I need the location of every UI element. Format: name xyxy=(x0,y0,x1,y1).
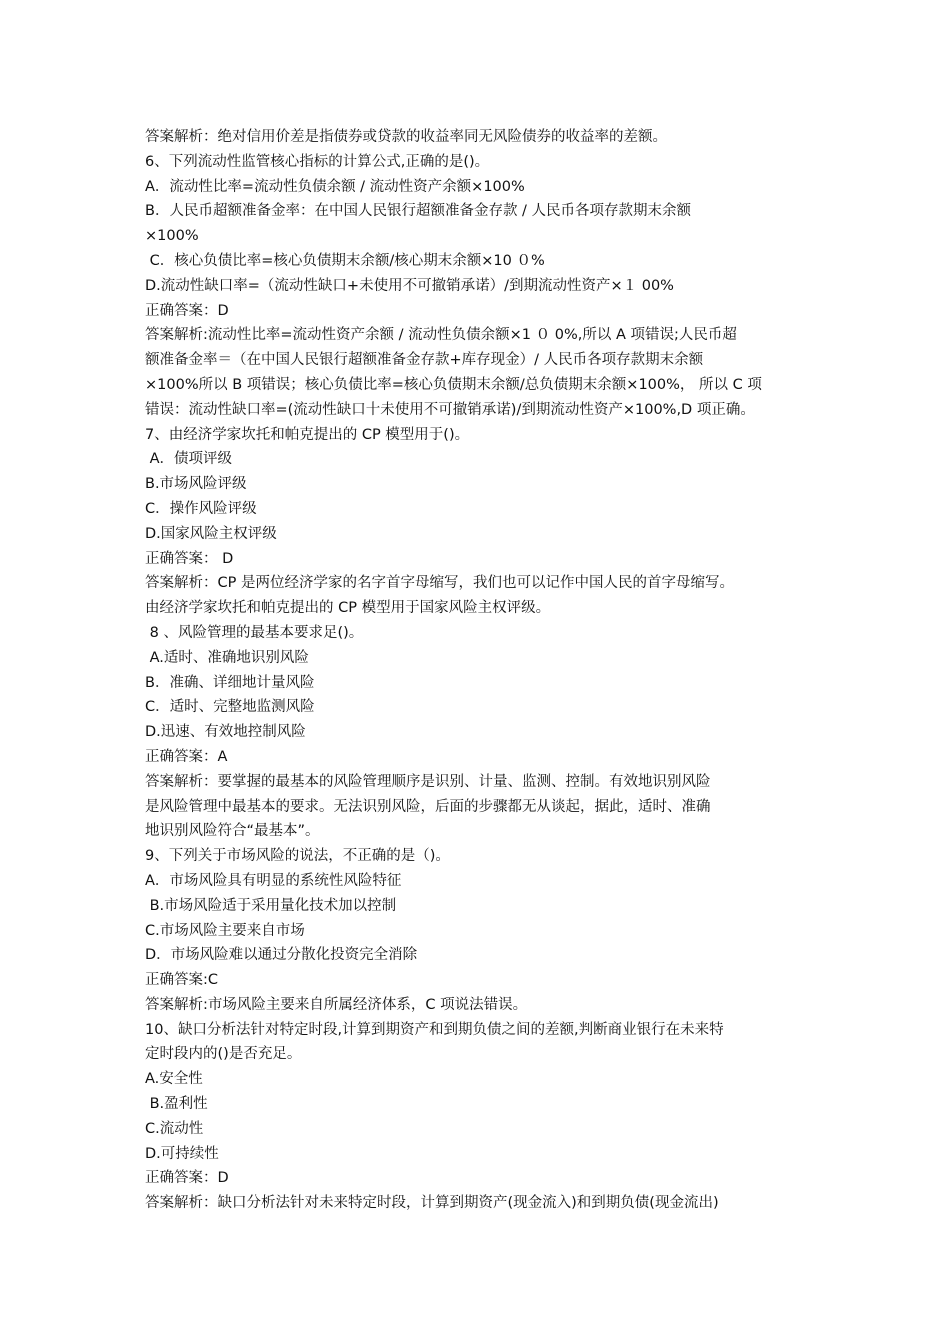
text-line-question: 9、下列关于市场风险的说法，不正确的是（)。 xyxy=(145,848,450,865)
text-line-answer: 正确答案：A xyxy=(145,748,228,765)
text-line-explanation: 答案解析：绝对信用价差是指债券或贷款的收益率同无风险债券的收益率的差额。 xyxy=(145,129,667,145)
text-line-answer: 正确答案：D xyxy=(145,302,229,319)
text-line-explanation: 错误：流动性缺口率=(流动性缺口十未使用不可撤销承诺)/到期流动性资产×100%,D 项正确。 xyxy=(145,401,755,418)
text-line-explanation: 答案解析：CP 是两位经济学家的名字首字母缩写，我们也可以记作中国人民的首字母缩写。 xyxy=(145,575,734,592)
text-line-answer: 正确答案：D xyxy=(145,1170,229,1187)
text-line-option: ×100% xyxy=(145,228,199,245)
text-line-option: A．债项评级 xyxy=(145,451,233,468)
text-line-option: A．市场风险具有明显的系统性风险特征 xyxy=(145,872,402,889)
text-line-explanation: 额准备金率＝（在中国人民银行超额准备金存款+库存现金）/ 人民币各项存款期末余额 xyxy=(145,352,704,369)
text-line-question: 定时段内的()是否充足。 xyxy=(145,1046,302,1063)
text-line-explanation: 答案解析:流动性比率=流动性资产余额 / 流动性负债余额×1 ０ 0%,所以 A 项错误;人民币超 xyxy=(145,327,737,344)
text-line-explanation: ×100%所以 B 项错误；核心负债比率=核心负债期末余额/总负债期末余额×100%， 所以 C 项 xyxy=(145,376,762,393)
text-line-option: D.国家风险主权评级 xyxy=(145,525,277,542)
text-line-answer: 正确答案： D xyxy=(145,550,234,567)
document-body xyxy=(145,125,810,1216)
text-line-option: A.安全性 xyxy=(145,1071,203,1088)
text-line-option: D．市场风险难以通过分散化投资完全消除 xyxy=(145,947,418,964)
text-line-option: A．流动性比率=流动性负债余额 / 流动性资产余额×100% xyxy=(145,178,525,195)
text-line-option: D.迅速、有效地控制风险 xyxy=(145,724,306,741)
text-line-option: C．核心负债比率=核心负债期末余额/核心期末余额×10 ０% xyxy=(145,252,545,269)
text-line-option: B．人民币超额准备金率：在中国人民银行超额准备金存款 / 人民币各项存款期末余额 xyxy=(145,203,692,220)
text-line-option: A.适时、准确地识别风险 xyxy=(145,649,309,666)
text-line-option: C．适时、完整地监测风险 xyxy=(145,699,315,716)
text-line-explanation: 由经济学家坎托和帕克提出的 CP 模型用于国家风险主权评级。 xyxy=(145,600,551,617)
text-line-answer: 正确答案:C xyxy=(145,972,219,989)
text-line-explanation: 答案解析：缺口分析法针对未来特定时段，计算到期资产(现金流入)和到期负债(现金流出) xyxy=(145,1195,719,1212)
text-line-option: C.流动性 xyxy=(145,1120,204,1137)
text-line-option: D.可持续性 xyxy=(145,1145,219,1162)
text-line-option: B.市场风险适于采用量化技术加以控制 xyxy=(145,897,397,914)
text-line-option: B.盈利性 xyxy=(145,1096,208,1113)
text-line-option: D.流动性缺口率=（流动性缺口+未使用不可撤销承诺）/到期流动性资产×１ 00% xyxy=(145,277,674,294)
text-line-explanation: 是风险管理中最基本的要求。无法识别风险，后面的步骤都无从谈起，据此，适时、准确 xyxy=(145,798,711,815)
text-line-option: B．准确、详细地计量风险 xyxy=(145,674,315,691)
text-line-question: 6、下列流动性监管核心指标的计算公式,正确的是()。 xyxy=(145,153,490,170)
text-line-explanation: 地识别风险符合“最基本”。 xyxy=(145,823,320,840)
text-line-question: 8 、风险管理的最基本要求足()。 xyxy=(145,624,364,641)
text-line-option: C.市场风险主要来自市场 xyxy=(145,922,305,939)
text-line-option: C．操作风险评级 xyxy=(145,500,257,517)
text-line-question: 10、缺口分析法针对特定时段,计算到期资产和到期负债之间的差额,判断商业银行在未来特 xyxy=(145,1021,724,1038)
text-line-question: 7、由经济学家坎托和帕克提出的 CP 模型用于()。 xyxy=(145,426,470,443)
text-line-option: B.市场风险评级 xyxy=(145,476,247,493)
text-line-explanation: 答案解析：要掌握的最基本的风险管理顺序是识别、计量、监测、控制。有效地识别风险 xyxy=(145,773,711,790)
text-line-explanation: 答案解析:市场风险主要来自所属经济体系，C 项说法错误。 xyxy=(145,996,528,1013)
